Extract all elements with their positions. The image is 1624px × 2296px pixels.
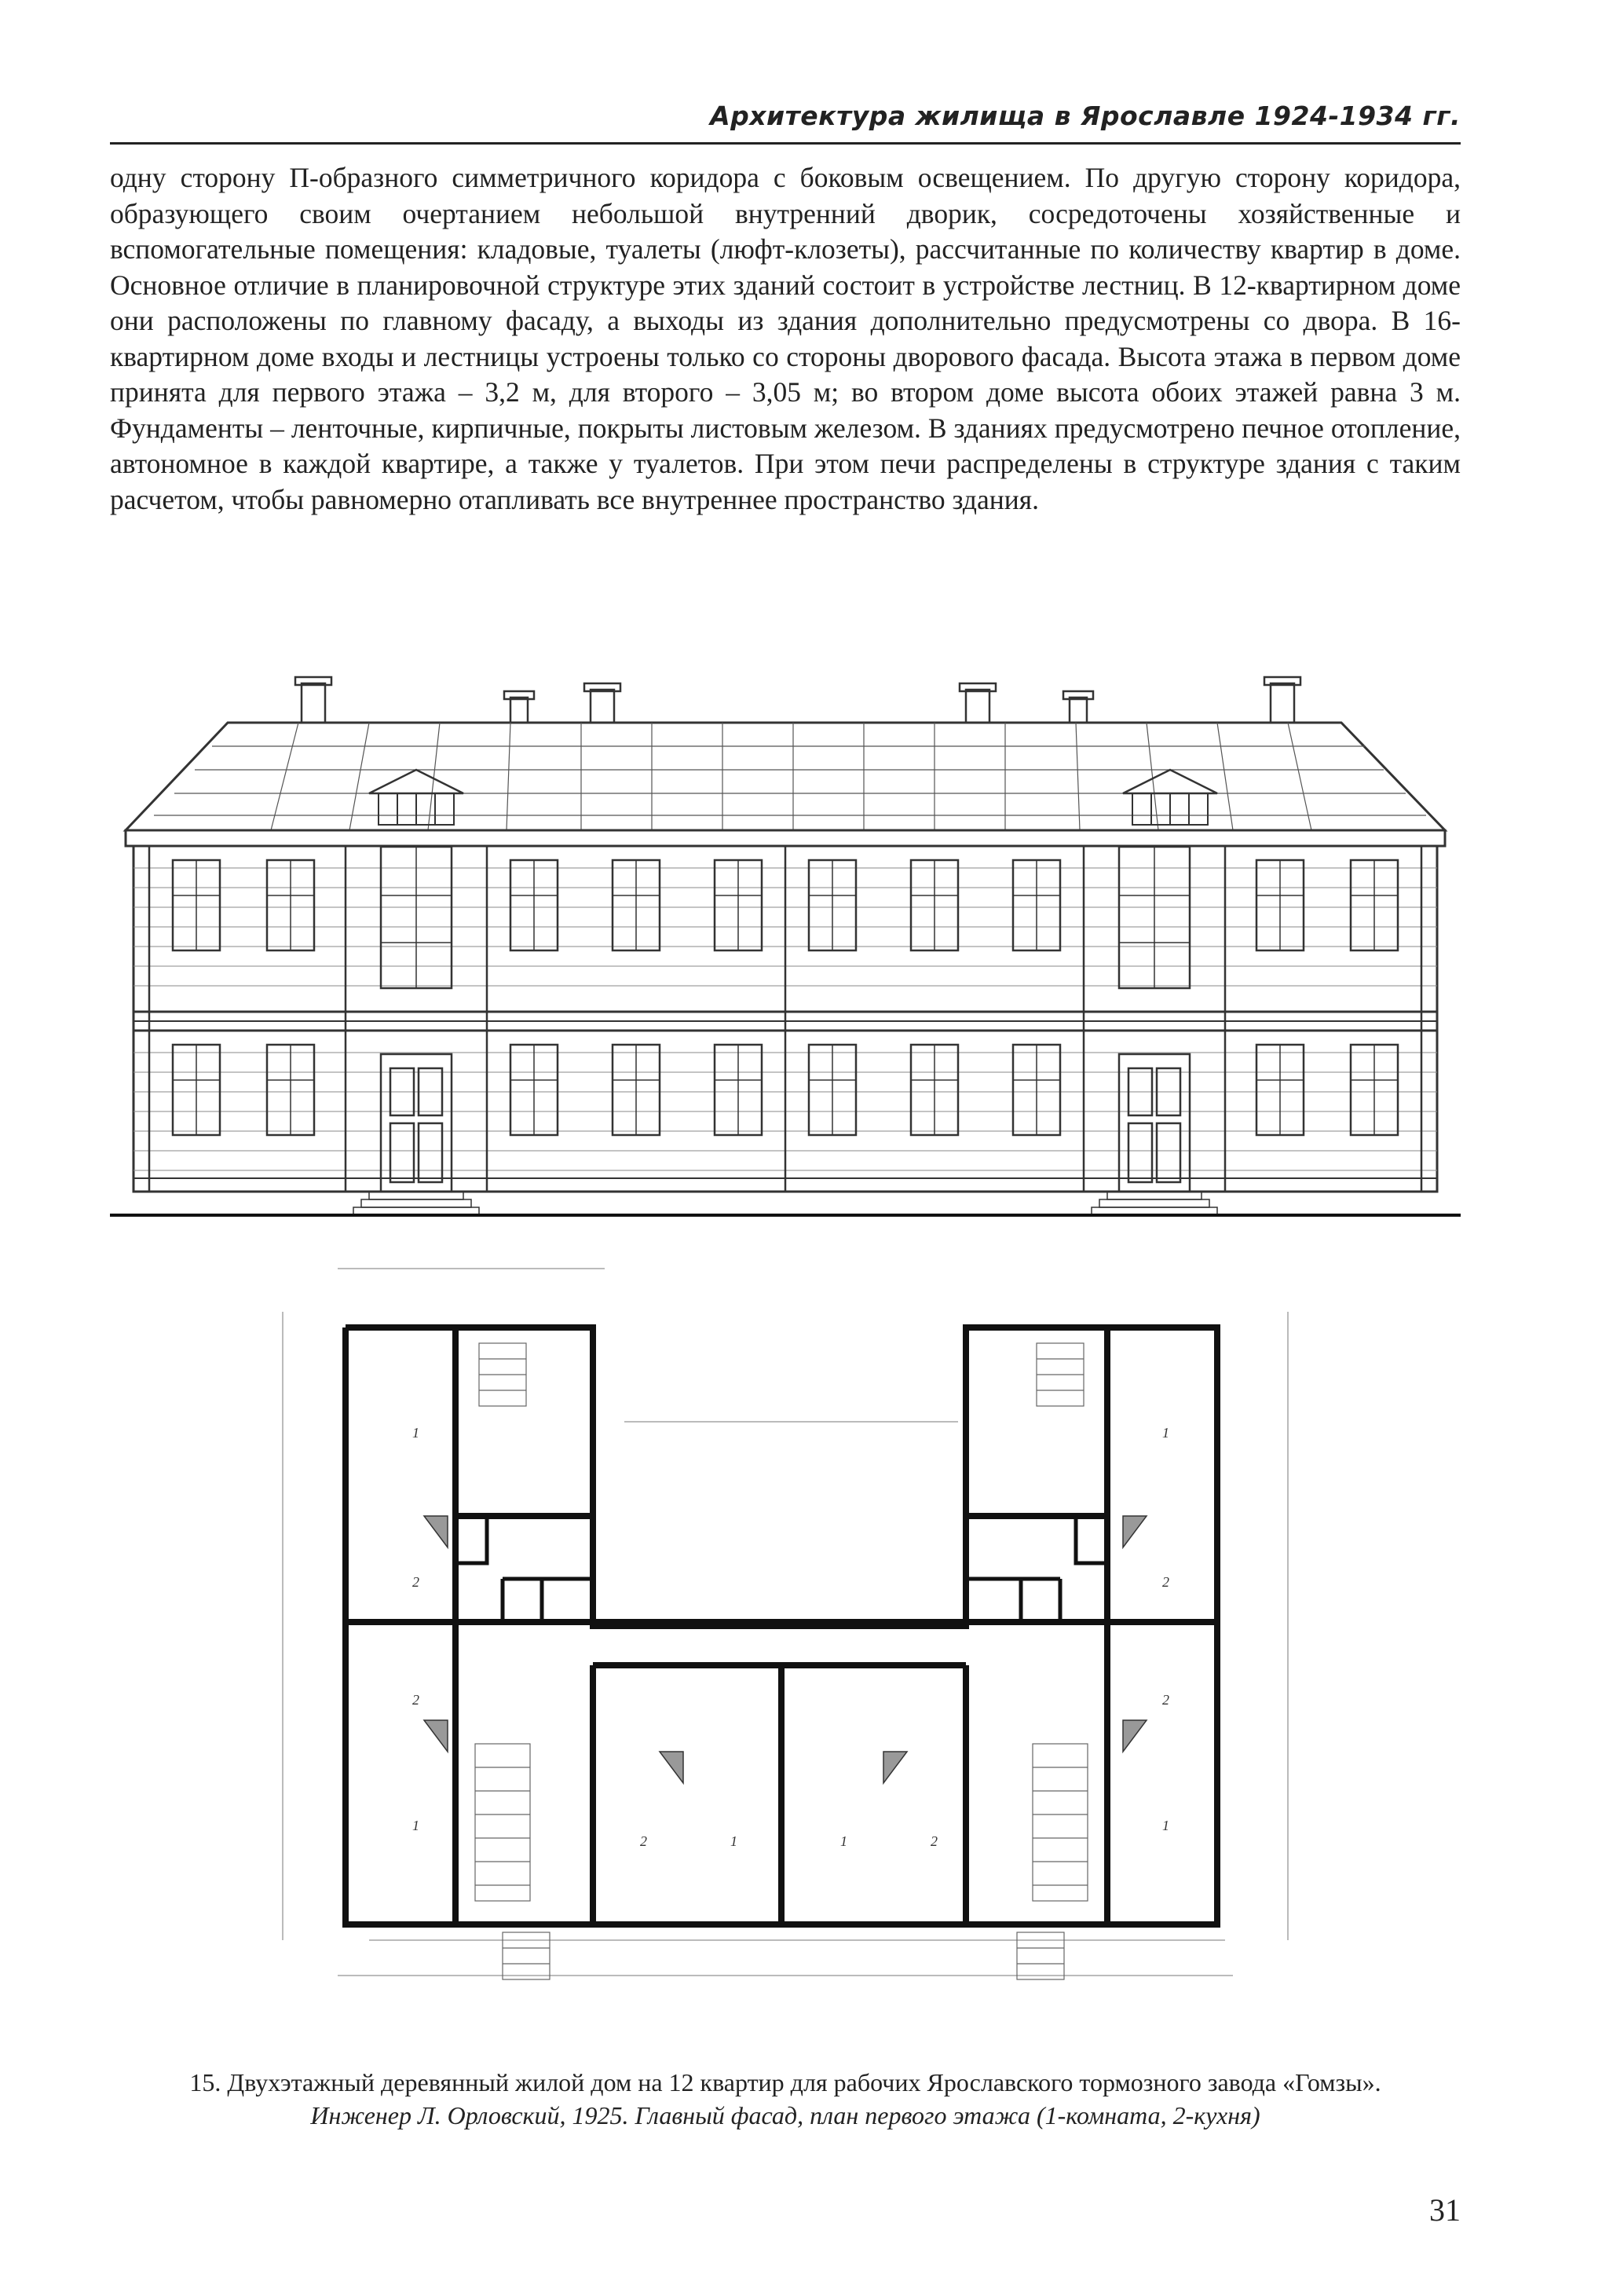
room-label: 2 bbox=[931, 1833, 938, 1849]
room-label: 1 bbox=[412, 1818, 419, 1833]
running-title: Архитектура жилища в Ярославле 1924-1934 гг. bbox=[710, 101, 1461, 131]
room-label: 2 bbox=[412, 1574, 419, 1590]
plan-room-labels bbox=[412, 1425, 1169, 1849]
body-paragraph: одну сторону П-образного симметричного коридора с боковым освещением. По другую сторону коридора, образующего своим очертанием небольшой внутренний дворик, сосредоточены хозяйственные и вспомогательные помещения: кладовые, туалеты (люфт-клозеты), рассчитанные по количеству квартир в доме. Основное отличие в планировочной структуре этих зданий состоит в устройстве лестниц. В 12-квартирном доме они расположены по главному фасаду, а выходы из здания дополнительно предусмотрены со двора. В 16-квартирном доме входы и лестницы устроены только со стороны дворового фасада. Высота этажа в первом доме принята для первого этажа – 3,2 м, для второго – 3,05 м; во втором доме высота обоих этажей равна 3 м. Фундаменты – ленточные, кирпичные, покрыты листовым железом. В зданиях предусмотрено печное отопление, автономное в каждой квартире, а также у туалетов. При этом печи распределены в структуре здания с таким расчетом, чтобы равномерно отапливать все внутреннее пространство здания. bbox=[110, 162, 1461, 515]
room-label: 1 bbox=[1162, 1818, 1169, 1833]
figure-caption bbox=[110, 2066, 1461, 2132]
floor-plan bbox=[283, 1269, 1288, 1979]
room-label: 1 bbox=[730, 1833, 737, 1849]
architectural-drawing bbox=[110, 652, 1461, 2003]
room-label: 2 bbox=[412, 1692, 419, 1708]
room-label: 1 bbox=[840, 1833, 847, 1849]
room-label: 2 bbox=[1162, 1692, 1169, 1708]
room-label: 1 bbox=[1162, 1425, 1169, 1441]
room-label: 2 bbox=[640, 1833, 647, 1849]
header-rule bbox=[110, 142, 1461, 145]
room-label: 2 bbox=[1162, 1574, 1169, 1590]
caption-line-1: 15. Двухэтажный деревянный жилой дом на 12 квартир для рабочих Ярославского тормозного завода «Гомзы». bbox=[189, 2068, 1381, 2096]
caption-line-2: Инженер Л. Орловский, 1925. Главный фасад, план первого этажа (1-комната, 2-кухня) bbox=[310, 2101, 1260, 2129]
running-header bbox=[110, 101, 1461, 145]
page-number: 31 bbox=[1429, 2192, 1461, 2228]
facade-elevation bbox=[110, 677, 1461, 1215]
figure-facade-and-plan bbox=[110, 652, 1461, 2003]
room-label: 1 bbox=[412, 1425, 419, 1441]
